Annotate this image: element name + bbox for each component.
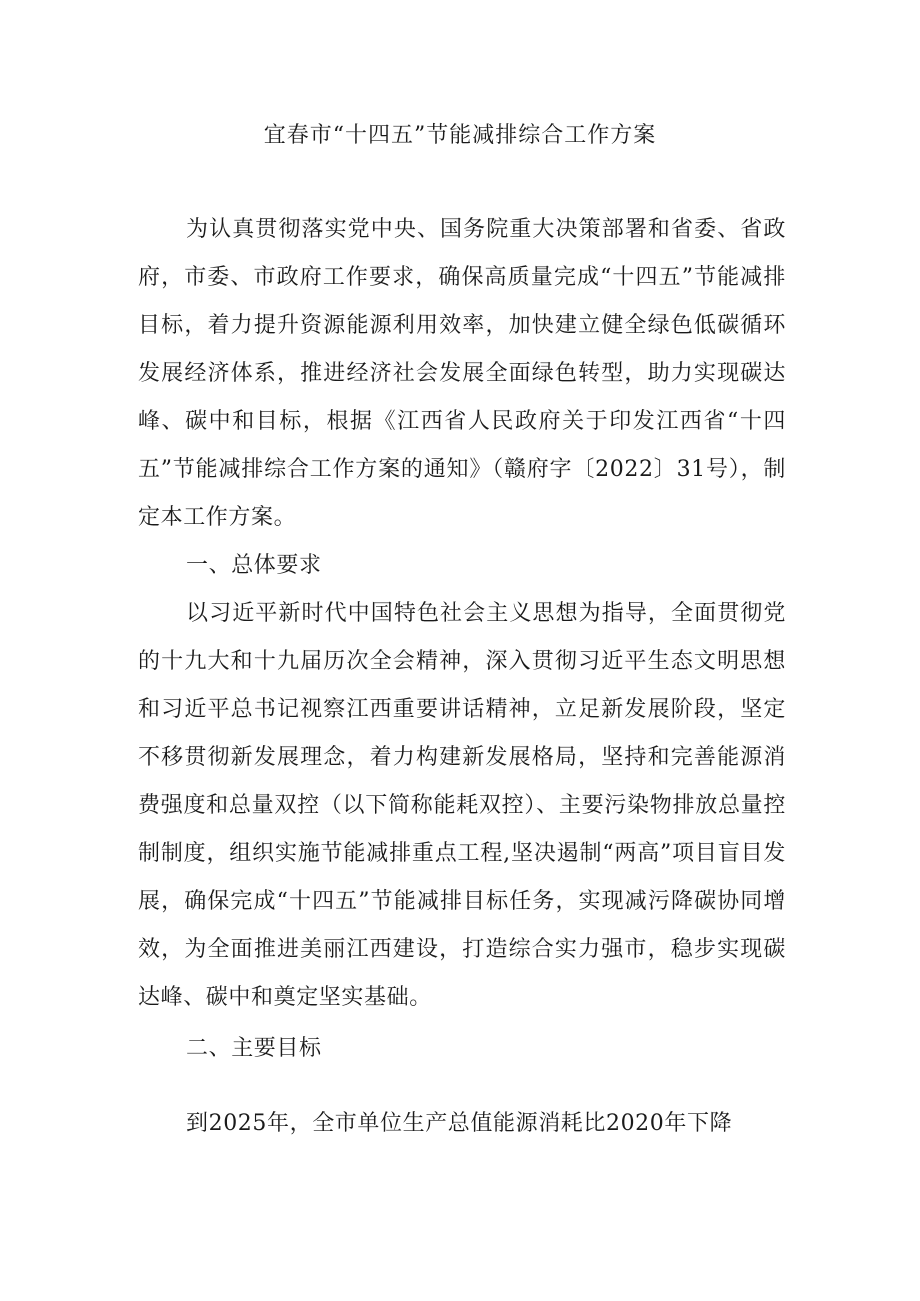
general-requirements-paragraph: 以习近平新时代中国特色社会主义思想为指导，全面贯彻党的十九大和十九届历次全会精神，深入贯彻习近平生态文明思想和习近平总书记视察江西重要讲话精神，立足新发展阶段，坚定不移贯彻新发展理念，着力构建新发展格局，坚持和完善能源消费强度和总量双控（以下简称能耗双控）、主要污染物排放总量控制制度，组织实施节能减排重点工程,坚决遏制“两高”项目盲目发展，确保完成“十四五”节能减排目标任务，实现减污降碳协同增效，为全面推进美丽江西建设，打造综合实力强市，稳步实现碳达峰、碳中和奠定坚实基础。 <box>138 601 786 1010</box>
main-targets-paragraph: 到2025年，全市单位生产总值能源消耗比2020年下降 <box>186 1111 733 1136</box>
section-heading-general-requirements: 一、总体要求 <box>186 553 322 578</box>
document-title: 宜春市“十四五”节能减排综合工作方案 <box>263 123 657 148</box>
section-heading-main-targets: 二、主要目标 <box>186 1036 322 1061</box>
intro-paragraph: 为认真贯彻落实党中央、国务院重大决策部署和省委、省政府，市委、市政府工作要求，确保高质量完成“十四五”节能减排目标，着力提升资源能源利用效率，加快建立健全绿色低碳循环发展经济体系，推进经济社会发展全面绿色转型，助力实现碳达峰、碳中和目标，根据《江西省人民政府关于印发江西省“十四五”节能减排综合工作方案的通知》（赣府字〔2022〕31号），制定本工作方案。 <box>138 217 786 530</box>
